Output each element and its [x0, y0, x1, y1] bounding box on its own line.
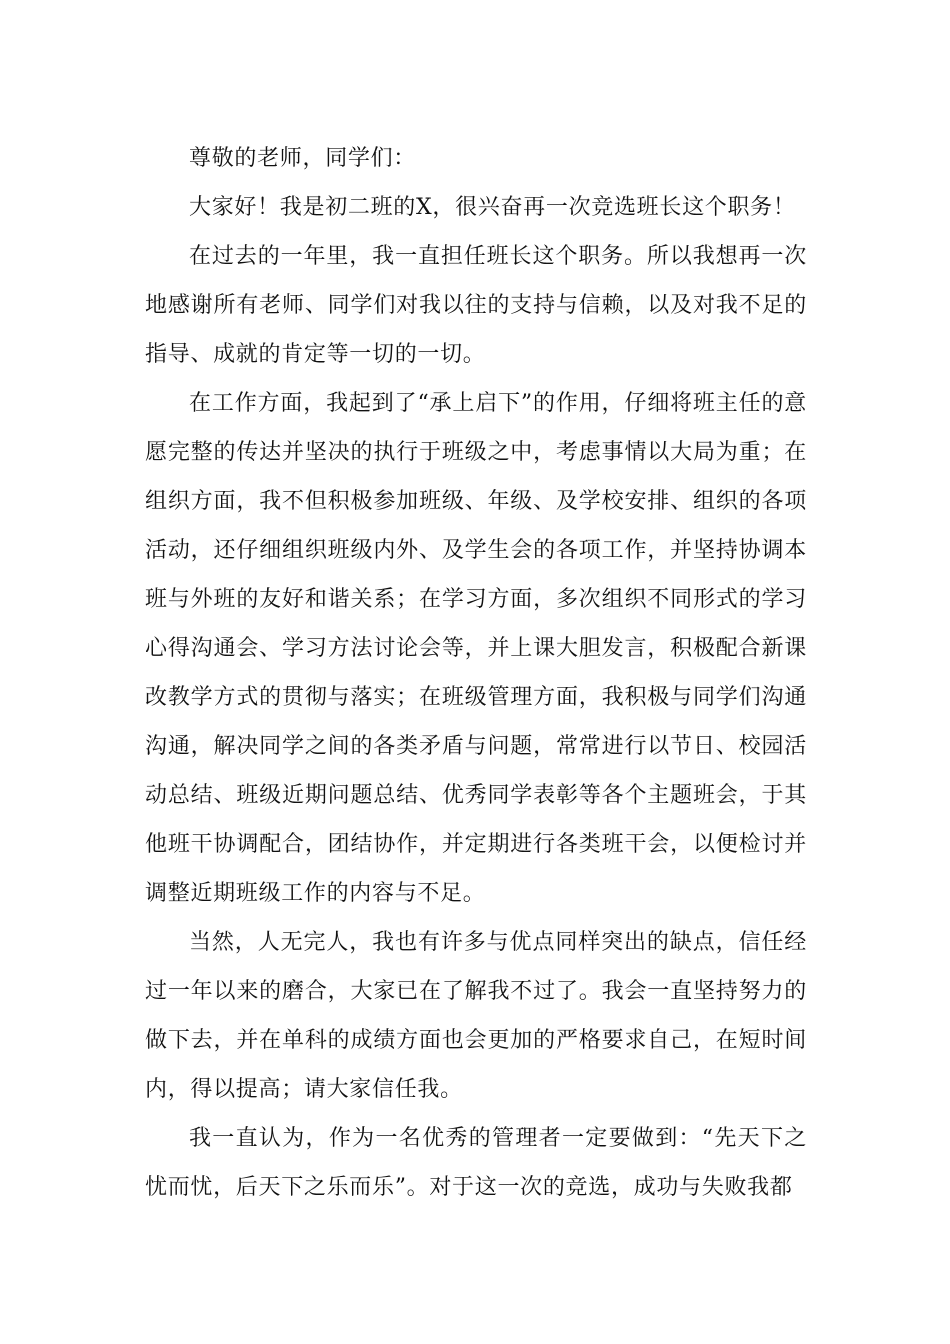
paragraph-greeting: 大家好！我是初二班的X，很兴奋再一次竞选班长这个职务！	[189, 195, 796, 220]
salutation: 尊敬的老师，同学们：	[189, 146, 417, 171]
paragraph-thanks: 在过去的一年里，我一直担任班长这个职务。所以我想再一次地感谢所有老师、同学们对我以往的支持与信赖，以及对我不足的指导、成就的肯定等一切的一切。	[145, 244, 807, 367]
paragraph-work: 在工作方面，我起到了“承上启下”的作用，仔细将班主任的意愿完整的传达并坚决的执行于班级之中，考虑事情以大局为重；在组织方面，我不但积极参加班级、年级、及学校安排、组织的各项活动，还仔细组织班级内外、及学生会的各项工作，并坚持协调本班与外班的友好和谐关系；在学习方面，多次组织不同形式的学习心得沟通会、学习方法讨论会等，并上课大胆发言，积极配合新课改教学方式的贯彻与落实；在班级管理方面，我积极与同学们沟通沟通，解决同学之间的各类矛盾与问题，常常进行以节日、校园活动总结、班级近期问题总结、优秀同学表彰等各个主题班会，于其他班干协调配合，团结协作，并定期进行各类班干会，以便检讨并调整近期班级工作的内容与不足。	[145, 391, 807, 906]
document-body	[145, 134, 807, 1212]
paragraph-shortcomings: 当然，人无完人，我也有许多与优点同样突出的缺点，信任经过一年以来的磨合，大家已在了解我不过了。我会一直坚持努力的做下去，并在单科的成绩方面也会更加的严格要求自己，在短时间内，得以提高；请大家信任我。	[145, 930, 807, 1102]
paragraph-belief: 我一直认为，作为一名优秀的管理者一定要做到：“先天下之忧而忧，后天下之乐而乐”。对于这一次的竞选，成功与失败我都	[145, 1126, 807, 1200]
